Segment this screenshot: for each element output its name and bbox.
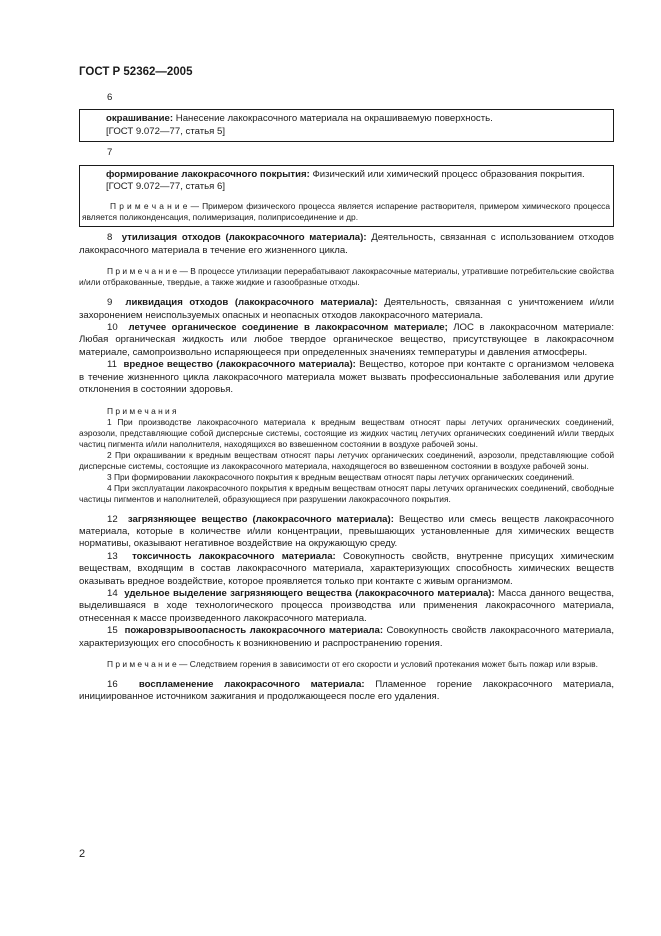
entry-number-7: 7: [107, 147, 113, 159]
entry-6-box: [79, 109, 614, 142]
entry-9-term: ликвидация отходов (лакокрасочного материала):: [125, 297, 378, 309]
document-header: ГОСТ Р 52362—2005: [79, 66, 193, 78]
entry-7-term: формирование лакокрасочного покрытия:: [106, 168, 310, 180]
entry-6-term: окрашивание:: [106, 113, 174, 125]
entry-16-term: воспламенение лакокрасочного материала:: [138, 678, 365, 690]
entry-11-notes-label: П р и м е ч а н и я: [107, 405, 177, 416]
entry-number-6: 6: [107, 92, 113, 103]
entry-14: 14 удельное выделение загрязняющего вещества (лакокрасочного материала): Масса данного вещества, выделившаяся в ходе технологического процесса производства или применения лакокрасочного материала, отнесенная к массе произведенного лакокрасочного материала.: [79, 587, 614, 624]
entry-7-box: [79, 165, 614, 228]
entry-13: 13 токсичность лакокрасочного материала: Совокупность свойств, внутренне присущих химическим веществам, входящим в состав лакокрасочного материала, характеризующих способность химических веществ оказывать вредное воздействие, которое проявляется только при контакте с живым организмом.: [79, 550, 614, 587]
entry-13-term: токсичность лакокрасочного материала:: [132, 550, 336, 562]
entry-11-term: вредное вещество (лакокрасочного материала):: [123, 359, 356, 371]
entry-12-term: загрязняющее вещество (лакокрасочного материала):: [127, 513, 394, 525]
entry-11-note-1: 1 При производстве лакокрасочного материала к вредным веществам относят пары летучих органических соединений, аэрозоли, представляющие собой дисперсные системы, состоящие из жидких частиц летучих органических соединений и/или твердых частиц пигмента и/или наполнителя, находящихся во взвешенном состоянии в воздухе рабочей зоны.: [79, 416, 614, 449]
entry-16: 16 воспламенение лакокрасочного материала: Пламенное горение лакокрасочного материала, инициированное источником зажигания и продолжающееся после его удаления.: [79, 678, 614, 703]
entry-15-term: пожаровзрывоопасность лакокрасочного материала:: [124, 625, 384, 637]
entry-10-term: летучее органическое соединение в лакокрасочном материале;: [128, 322, 448, 334]
entry-15-note: П р и м е ч а н и е — Следствием горения в зависимости от его скорости и условий протекания может быть пожар или взрыв.: [107, 658, 598, 669]
entry-8: 8 утилизация отходов (лакокрасочного материала): Деятельность, связанная с использованием отходов лакокрасочного материала в течение его жизненного цикла.: [79, 232, 614, 256]
entry-7-definition: формирование лакокрасочного покрытия: Физический или химический процесс образования покрытия.: [106, 168, 585, 180]
entry-8-note: П р и м е ч а н и е — В процессе утилизации перерабатывают лакокрасочные материалы, утратившие потребительские свойства и/или отбракованные, твердые, а также жидкие и газообразные отходы.: [79, 266, 614, 288]
entry-11-note-4: 4 При эксплуатации лакокрасочного покрытия к вредным веществам относят пары летучих органических соединений, свободные частицы пигментов и наполнителей, образующиеся при разрушении лакокрасочного покрытия.: [79, 482, 614, 504]
entry-15: 15 пожаровзрывоопасность лакокрасочного материала: Совокупность свойств лакокрасочного материала, характеризующих его способность к возникновению и распространению горения.: [79, 625, 614, 649]
entry-10: 10 летучее органическое соединение в лакокрасочном материале; ЛОС в лакокрасочном материале: Любая органическая жидкость или любое твердое органическое вещество, присутствующее в лакокрасочном материале, самопроизвольно испаряющееся при определенных значениях температуры и давления атмосферы.: [79, 322, 614, 358]
entry-12: 12 загрязняющее вещество (лакокрасочного материала): Вещество или смесь веществ лакокрасочного материала, которые в количестве и/или концентрации, превышающих установленные для химических веществ нормативы, оказывают негативное воздействие на окружающую среду.: [79, 513, 614, 550]
entry-6-definition: окрашивание: Нанесение лакокрасочного материала на окрашиваемую поверхность.: [106, 113, 493, 125]
entry-11-note-2: 2 При окрашивании к вредным веществам относят пары летучих органических соединений, аэрозоли, представляющие собой дисперсные системы, состоящие из лакокрасочного материала, находящегося во взвешенном состоянии в воздухе рабочей зоны.: [79, 449, 614, 471]
entry-6-reference: [ГОСТ 9.072—77, статья 5]: [106, 125, 225, 137]
entry-8-term: утилизация отходов (лакокрасочного материала):: [121, 232, 367, 244]
entry-14-term: удельное выделение загрязняющего вещества (лакокрасочного материала):: [124, 587, 495, 599]
entry-11: 11 вредное вещество (лакокрасочного материала): Вещество, которое при контакте с организмом человека в течение жизненного цикла лакокрасочного материала может вызвать профессиональные заболевания или другие отклонения в состоянии здоровья.: [79, 359, 614, 396]
entry-7-reference: [ГОСТ 9.072—77, статья 6]: [106, 181, 225, 193]
document-content: [79, 92, 614, 704]
entry-11-note-3: 3 При формировании лакокрасочного покрытия к вредным веществам относят пары летучих органических соединений.: [107, 471, 575, 482]
entry-9: 9 ликвидация отходов (лакокрасочного материала): Деятельность, связанная с уничтожением и/или захоронением неиспользуемых опасных и неопасных отходов лакокрасочного материала.: [79, 297, 614, 321]
entry-7-note: П р и м е ч а н и е — Примером физического процесса является испарение растворителя, примером химического процесса является поликонденсация, полимеризация, полиприсоединение и др.: [82, 201, 610, 223]
page-number: 2: [79, 848, 86, 860]
